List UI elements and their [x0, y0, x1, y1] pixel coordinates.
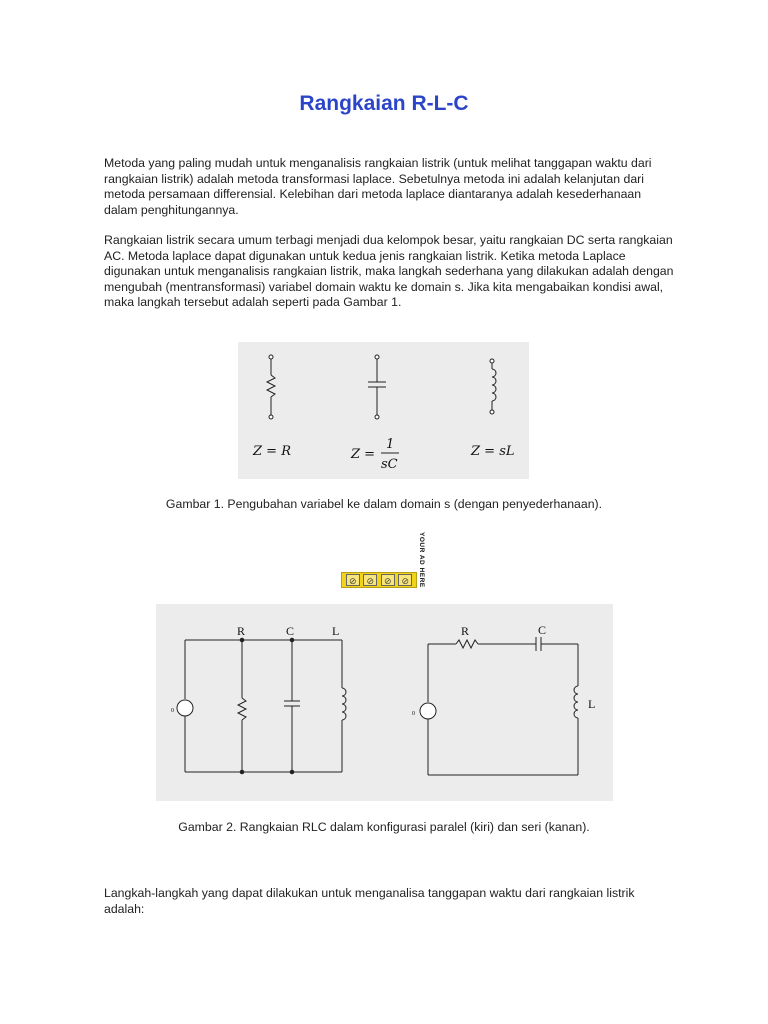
figure-2-rlc-circuits	[156, 604, 613, 801]
equation-capacitor-denominator: sC	[381, 457, 398, 472]
equation-resistor: Z = R	[253, 444, 291, 459]
ad-slot-icon: ⊘	[363, 574, 377, 586]
equation-capacitor-numerator: 1	[386, 437, 395, 452]
ad-strip[interactable]	[341, 572, 417, 588]
page-title: Rangkaian R-L-C	[299, 92, 469, 115]
series-label-l: L	[588, 697, 596, 711]
paragraph-steps: Langkah-langkah yang dapat dilakukan untuk menganalisa tanggapan waktu dari rangkaian listrik adalah:	[104, 886, 635, 916]
ad-slot-icon: ⊘	[398, 574, 412, 586]
series-label-r: R	[461, 624, 470, 638]
ad-slot-icon: ⊘	[381, 574, 395, 586]
figure-1-s-domain	[238, 342, 529, 479]
parallel-label-l: L	[332, 624, 340, 638]
equation-inductor: Z = sL	[471, 444, 515, 459]
ad-text: YOUR AD HERE	[418, 532, 425, 588]
ad-banner[interactable]	[341, 532, 430, 589]
figure-1-caption: Gambar 1. Pengubahan variabel ke dalam domain s (dengan penyederhanaan).	[165, 497, 603, 511]
parallel-source-label: 0	[171, 708, 174, 714]
paragraph-laplace: Rangkaian listrik secara umum terbagi menjadi dua kelompok besar, yaitu rangkaian DC serta rangkaian AC. Metoda laplace dapat digunakan untuk kedua jenis rangkaian listrik. Ketika metoda Laplace digunakan untuk menganalisis rangkaian listrik, maka langkah sederhana yang dilakukan adalah dengan mengubah (mentransformasi) variabel domain waktu ke domain s. Jika kita mengabaikan kondisi awal, maka langkah tersebut adalah seperti pada Gambar 1.	[104, 233, 674, 309]
figure-2-caption: Gambar 2. Rangkaian RLC dalam konfigurasi paralel (kiri) dan seri (kanan).	[178, 820, 590, 834]
series-source-label: 0	[412, 711, 415, 717]
paragraph-intro: Metoda yang paling mudah untuk menganalisis rangkaian listrik (untuk melihat tanggapan waktu dari rangkaian listrik) adalah metoda transformasi laplace. Sebetulnya metoda ini adalah kelanjutan dari metoda persamaan differensial. Kelebihan dari metoda laplace diantaranya adalah kesederhanaan dalam penghitungannya.	[104, 156, 652, 217]
equation-capacitor-lhs: Z =	[351, 447, 376, 462]
ad-slot-icon: ⊘	[346, 574, 360, 586]
parallel-label-c: C	[286, 624, 295, 638]
series-label-c: C	[538, 623, 547, 637]
parallel-label-r: R	[237, 624, 246, 638]
